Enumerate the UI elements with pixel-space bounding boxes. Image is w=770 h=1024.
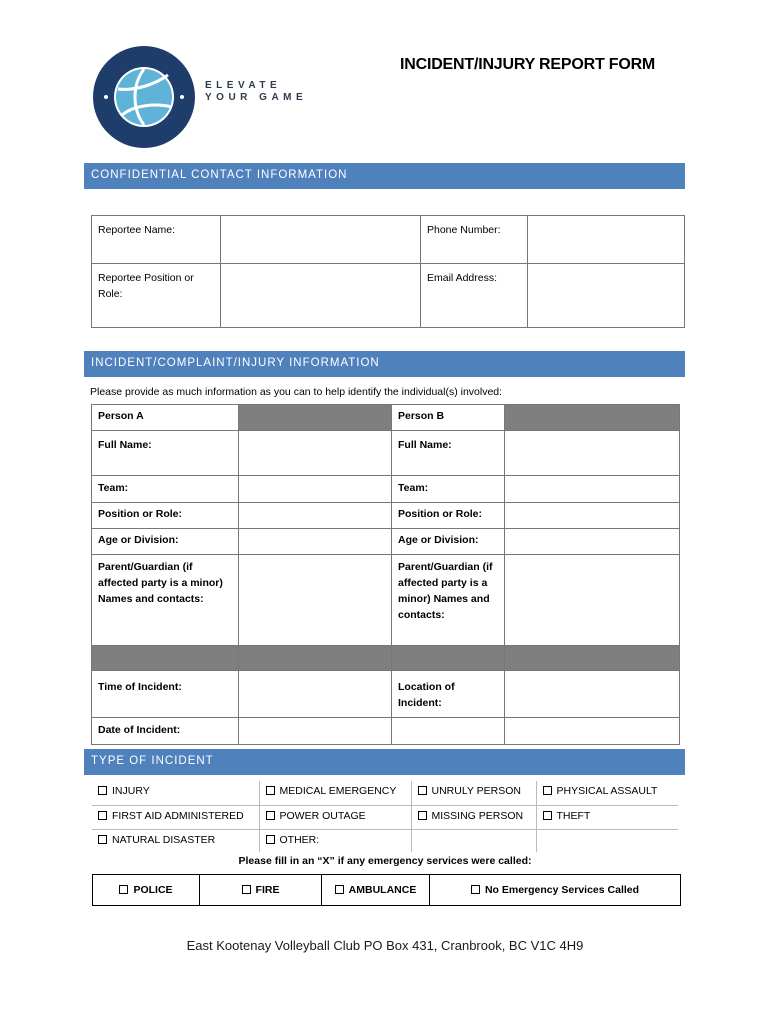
tagline-line2: YOUR GAME	[205, 92, 308, 103]
option-label: UNRULY PERSON	[431, 785, 521, 797]
reportee-name-label: Reportee Name:	[92, 216, 221, 264]
parent-b-label: Parent/Guardian (if affected party is a minor) Names and contacts:	[392, 555, 505, 646]
age-b-label: Age or Division:	[392, 529, 505, 555]
empty-cell	[536, 829, 678, 852]
position-b-field[interactable]	[505, 503, 680, 529]
email-address-label: Email Address:	[421, 264, 528, 328]
persons-table	[91, 404, 680, 745]
full-name-a-label: Full Name:	[92, 431, 239, 476]
checkbox-icon[interactable]	[266, 786, 275, 795]
checkbox-icon[interactable]	[98, 835, 107, 844]
age-a-label: Age or Division:	[92, 529, 239, 555]
team-b-field[interactable]	[505, 476, 680, 503]
option-label: PHYSICAL ASSAULT	[556, 785, 658, 797]
tagline-line1: ELEVATE	[205, 80, 282, 91]
person-b-header-fill	[505, 405, 680, 431]
separator-cell	[505, 646, 680, 671]
location-of-incident-field[interactable]	[505, 671, 680, 718]
instruction-text: Please provide as much information as you can to help identify the individual(s) involved:	[90, 386, 503, 398]
option-natural-disaster[interactable]	[92, 829, 259, 852]
date-of-incident-label: Date of Incident:	[92, 718, 239, 745]
incident-section-heading: INCIDENT/COMPLAINT/INJURY INFORMATION	[84, 351, 685, 377]
option-label: THEFT	[556, 809, 591, 822]
checkbox-icon[interactable]	[266, 835, 275, 844]
form-title: INCIDENT/INJURY REPORT FORM	[400, 56, 656, 73]
phone-number-label: Phone Number:	[421, 216, 528, 264]
service-label: No Emergency Services Called	[484, 884, 640, 896]
club-logo	[92, 45, 196, 149]
option-other[interactable]	[259, 829, 411, 852]
contact-table	[91, 215, 685, 328]
position-a-label: Position or Role:	[92, 503, 239, 529]
reportee-position-field[interactable]	[221, 264, 421, 328]
checkbox-icon[interactable]	[98, 786, 107, 795]
phone-number-field[interactable]	[528, 216, 685, 264]
checkbox-icon[interactable]	[418, 811, 427, 820]
option-label: MISSING PERSON	[431, 809, 524, 822]
service-ambulance[interactable]	[322, 875, 430, 906]
option-label: NATURAL DISASTER	[112, 833, 216, 846]
empty-cell	[392, 718, 505, 745]
team-a-field[interactable]	[239, 476, 392, 503]
empty-cell	[411, 829, 536, 852]
option-label: FIRST AID ADMINISTERED	[112, 809, 244, 822]
option-label: MEDICAL EMERGENCY	[279, 785, 397, 797]
age-b-field[interactable]	[505, 529, 680, 555]
footer-address: East Kootenay Volleyball Club PO Box 431, Cranbrook, BC V1C 4H9	[186, 938, 584, 953]
team-b-label: Team:	[392, 476, 505, 503]
age-a-field[interactable]	[239, 529, 392, 555]
type-section-heading: TYPE OF INCIDENT	[84, 749, 685, 775]
checkbox-icon[interactable]	[266, 811, 275, 820]
team-a-label: Team:	[92, 476, 239, 503]
option-label: INJURY	[112, 785, 150, 797]
position-a-field[interactable]	[239, 503, 392, 529]
separator-cell	[392, 646, 505, 671]
option-physical-assault[interactable]	[536, 781, 678, 805]
service-label: POLICE	[133, 884, 173, 896]
separator-cell	[92, 646, 239, 671]
checkbox-icon[interactable]	[418, 786, 427, 795]
parent-b-field[interactable]	[505, 555, 680, 646]
full-name-a-field[interactable]	[239, 431, 392, 476]
reportee-position-label: Reportee Position or Role:	[92, 264, 221, 328]
person-a-header-fill	[239, 405, 392, 431]
checkbox-icon[interactable]	[543, 786, 552, 795]
reportee-name-field[interactable]	[221, 216, 421, 264]
tagline	[205, 80, 307, 104]
date-of-incident-field[interactable]	[239, 718, 392, 745]
full-name-b-field[interactable]	[505, 431, 680, 476]
contact-section-heading: CONFIDENTIAL CONTACT INFORMATION	[84, 163, 685, 189]
emergency-services-table	[92, 874, 681, 906]
empty-cell	[505, 718, 680, 745]
parent-a-label: Parent/Guardian (if affected party is a minor) Names and contacts:	[92, 555, 239, 646]
service-none[interactable]	[430, 875, 681, 906]
option-first-aid[interactable]	[92, 805, 259, 829]
service-label: AMBULANCE	[348, 884, 417, 896]
checkbox-icon[interactable]	[242, 885, 251, 894]
service-label: FIRE	[255, 884, 280, 896]
service-fire[interactable]	[200, 875, 322, 906]
position-b-label: Position or Role:	[392, 503, 505, 529]
person-b-label: Person B	[392, 405, 505, 431]
separator-cell	[239, 646, 392, 671]
option-label: OTHER:	[279, 833, 320, 846]
service-police[interactable]	[93, 875, 200, 906]
location-of-incident-label: Location of Incident:	[392, 671, 505, 718]
checkbox-icon[interactable]	[98, 811, 107, 820]
option-label: POWER OUTAGE	[279, 809, 366, 822]
option-injury[interactable]	[92, 781, 259, 805]
email-address-field[interactable]	[528, 264, 685, 328]
option-missing-person[interactable]	[411, 805, 536, 829]
option-unruly-person[interactable]	[411, 781, 536, 805]
option-theft[interactable]	[536, 805, 678, 829]
emergency-services-note: Please fill in an “X” if any emergency services were called:	[238, 855, 532, 867]
checkbox-icon[interactable]	[335, 885, 344, 894]
parent-a-field[interactable]	[239, 555, 392, 646]
option-power-outage[interactable]	[259, 805, 411, 829]
full-name-b-label: Full Name:	[392, 431, 505, 476]
checkbox-icon[interactable]	[119, 885, 128, 894]
person-a-label: Person A	[92, 405, 239, 431]
incident-types-table	[92, 781, 678, 852]
option-medical-emergency[interactable]	[259, 781, 411, 805]
time-of-incident-label: Time of Incident:	[92, 671, 239, 718]
checkbox-icon[interactable]	[471, 885, 480, 894]
time-of-incident-field[interactable]	[239, 671, 392, 718]
checkbox-icon[interactable]	[543, 811, 552, 820]
